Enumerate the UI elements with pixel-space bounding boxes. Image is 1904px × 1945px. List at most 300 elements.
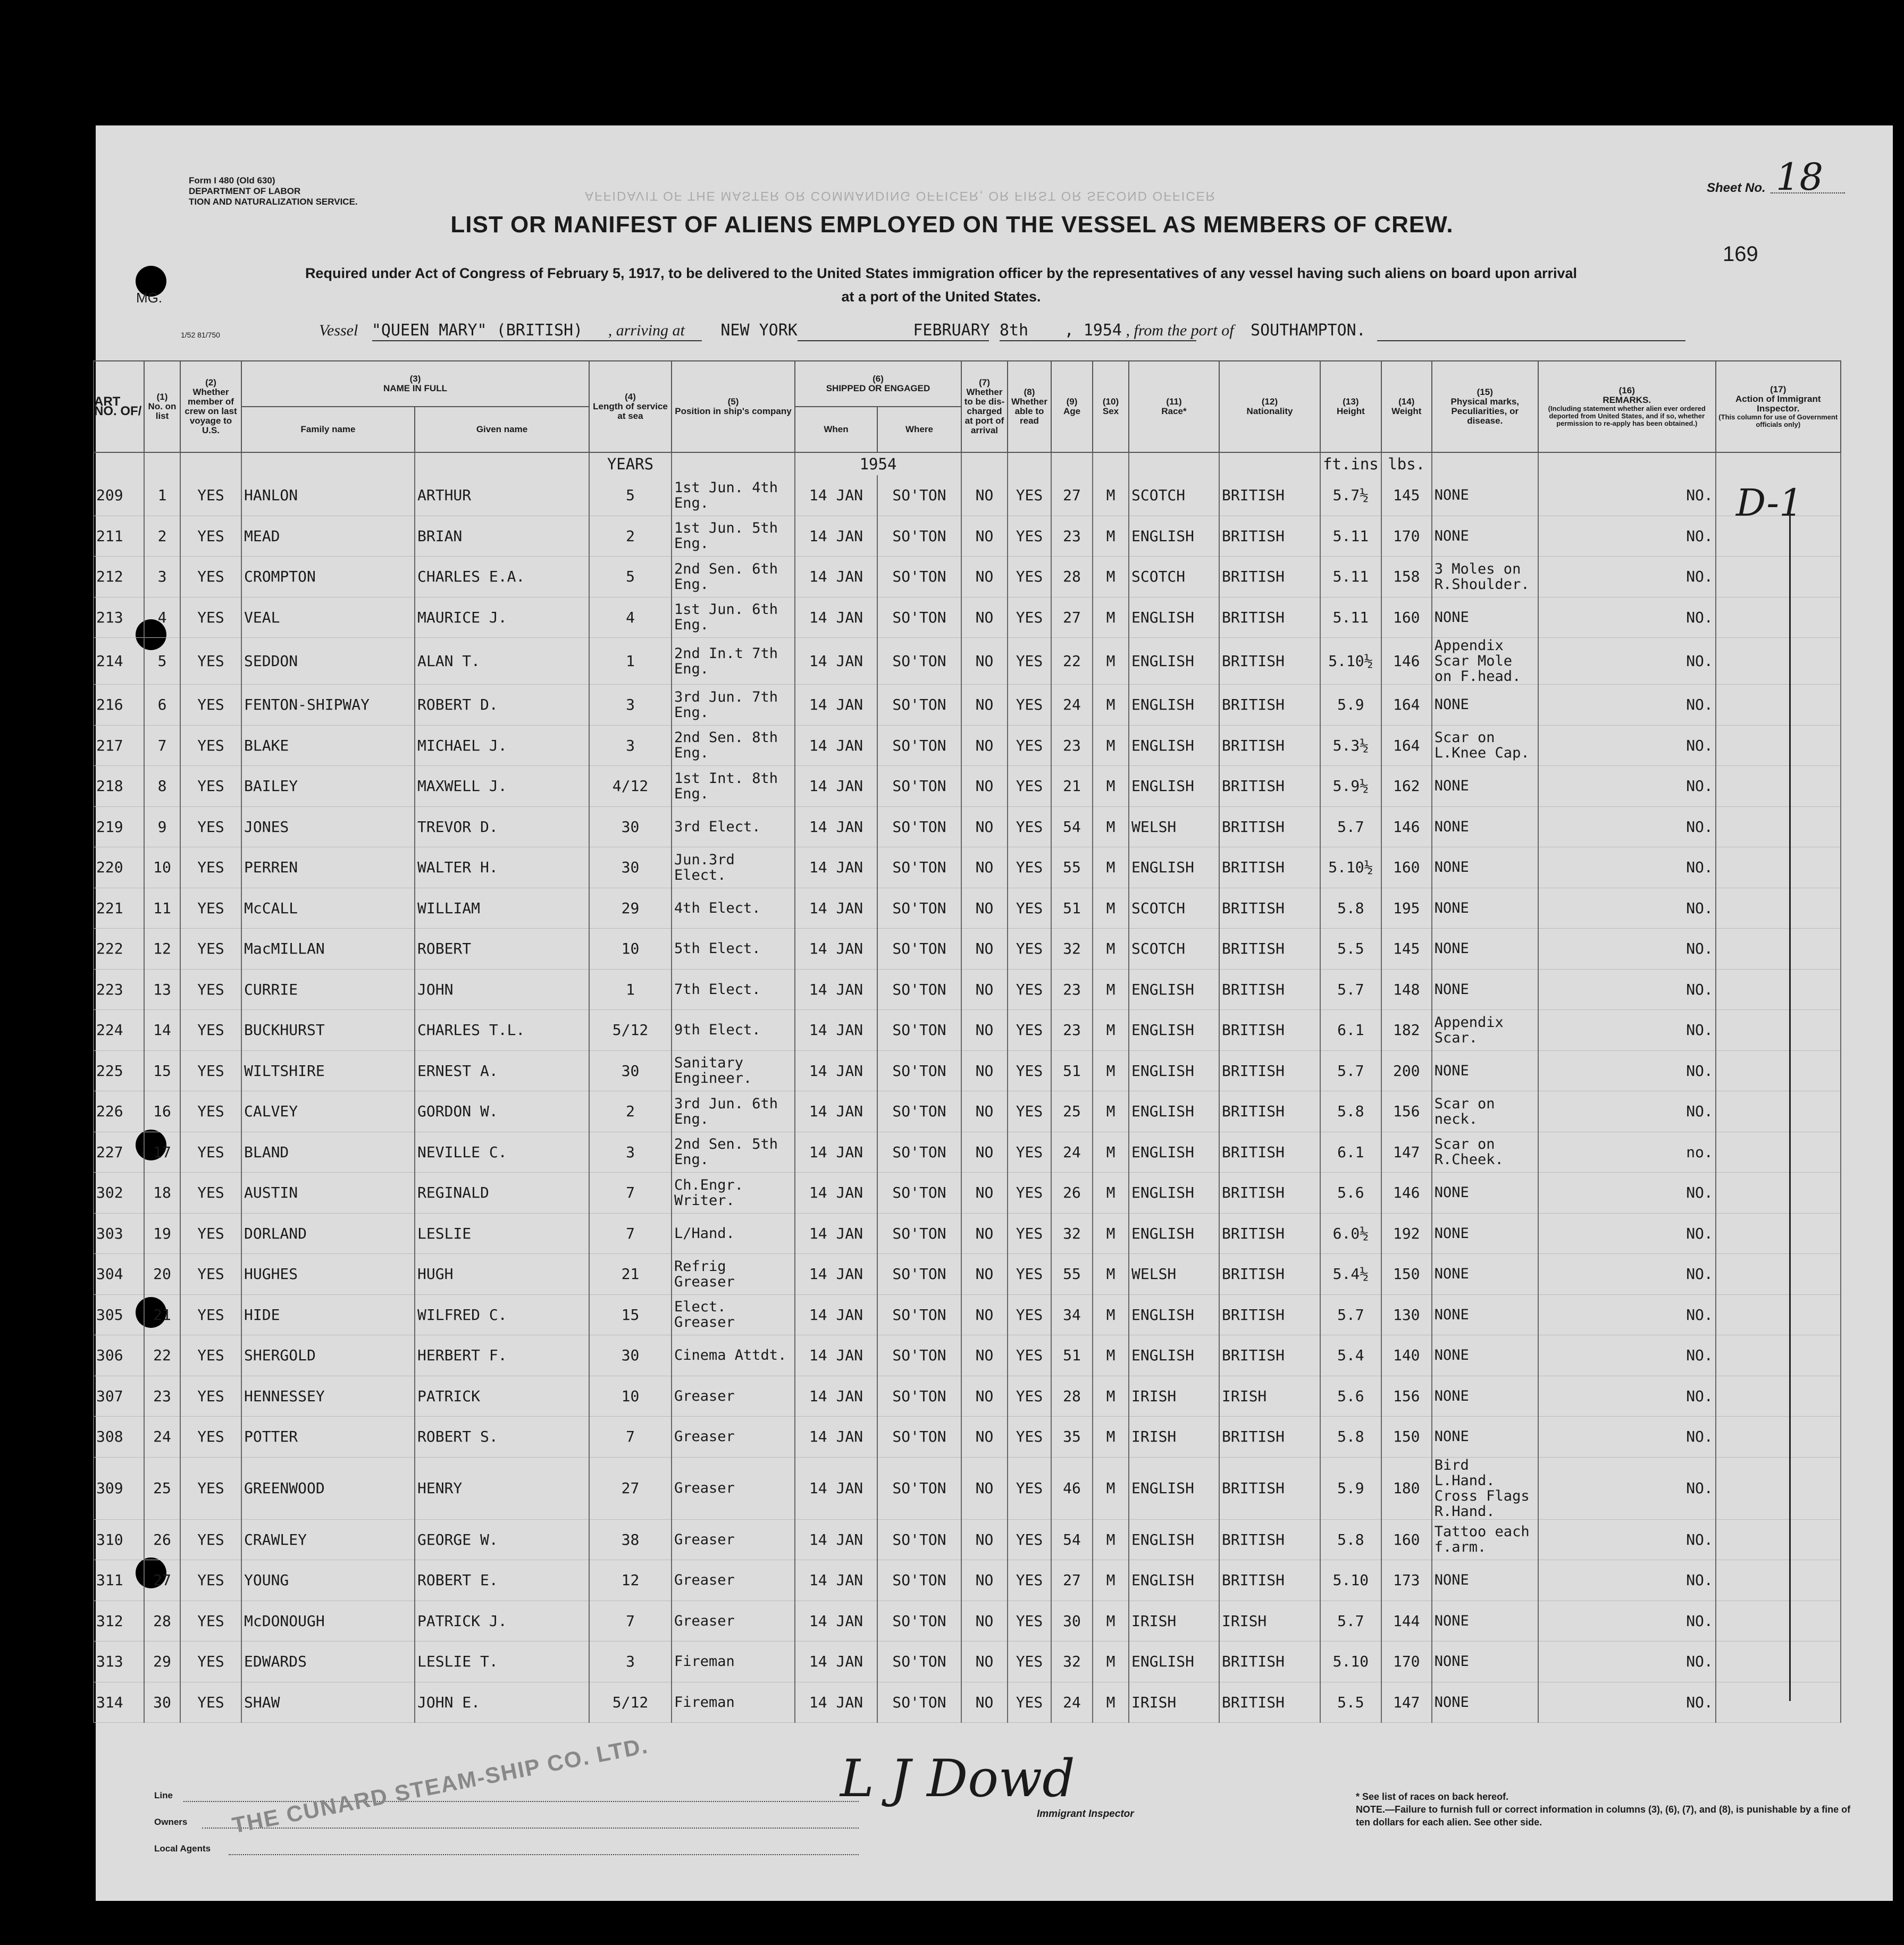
position-cell: 2nd Sen. 6th Eng.	[672, 557, 795, 597]
art-number-cell: 310	[94, 1519, 144, 1560]
nationality-cell: IRISH	[1219, 1376, 1320, 1417]
discharged-cell: NO	[961, 888, 1008, 929]
physical-marks-cell: NONE	[1432, 1601, 1538, 1641]
units-row	[94, 452, 1841, 475]
races-note: * See list of races on back hereof.	[1356, 1791, 1509, 1802]
length-of-service-cell: 4/12	[589, 766, 672, 807]
inspector-action-cell	[1716, 1294, 1841, 1335]
family-name-cell: FENTON-SHIPWAY	[241, 685, 415, 726]
sex-cell: M	[1093, 1213, 1129, 1254]
height-cell: 5.6	[1320, 1173, 1381, 1214]
given-name-cell: MICHAEL J.	[415, 725, 589, 766]
port-underline	[798, 340, 989, 341]
length-of-service-cell: 2	[589, 1091, 672, 1132]
able-to-read-cell: YES	[1008, 1173, 1051, 1214]
race-cell: IRISH	[1129, 1682, 1219, 1723]
able-to-read-cell: YES	[1008, 1050, 1051, 1091]
position-cell: 1st Jun. 4th Eng.	[672, 475, 795, 516]
given-name-cell: HUGH	[415, 1254, 589, 1295]
art-number-cell: 221	[94, 888, 144, 929]
age-cell: 27	[1051, 597, 1093, 638]
list-number-cell: 13	[144, 969, 180, 1010]
list-number-cell: 26	[144, 1519, 180, 1560]
shipped-when-cell: 14 JAN	[795, 1294, 877, 1335]
art-number-cell: 313	[94, 1641, 144, 1682]
position-cell: Jun.3rd Elect.	[672, 847, 795, 888]
nationality-cell: BRITISH	[1219, 1254, 1320, 1295]
age-cell: 22	[1051, 638, 1093, 685]
given-name-cell: ROBERT D.	[415, 685, 589, 726]
weight-cell: 145	[1381, 929, 1432, 970]
table-row	[94, 1050, 1841, 1091]
sex-cell: M	[1093, 1682, 1129, 1723]
physical-marks-cell: NONE	[1432, 1560, 1538, 1601]
sex-cell: M	[1093, 516, 1129, 557]
weight-cell: 140	[1381, 1335, 1432, 1376]
nationality-cell: BRITISH	[1219, 1213, 1320, 1254]
shipped-where-cell: SO'TON	[877, 475, 961, 516]
physical-marks-cell: NONE	[1432, 1254, 1538, 1295]
shipped-when-cell: 14 JAN	[795, 557, 877, 597]
list-number-cell: 25	[144, 1457, 180, 1519]
height-unit: ft.ins	[1320, 452, 1381, 475]
art-number-cell: 222	[94, 929, 144, 970]
length-of-service-cell: 4	[589, 597, 672, 638]
remarks-cell: NO.	[1538, 1601, 1716, 1641]
shipped-where-cell: SO'TON	[877, 638, 961, 685]
physical-marks-cell: Scar on L.Knee Cap.	[1432, 725, 1538, 766]
shipped-when-cell: 14 JAN	[795, 1519, 877, 1560]
family-name-cell: AUSTIN	[241, 1173, 415, 1214]
given-name-cell: HERBERT F.	[415, 1335, 589, 1376]
physical-marks-cell: NONE	[1432, 888, 1538, 929]
length-of-service-cell: 10	[589, 929, 672, 970]
discharged-cell: NO	[961, 516, 1008, 557]
shipped-where-cell: SO'TON	[877, 1601, 961, 1641]
list-number-cell: 15	[144, 1050, 180, 1091]
nationality-cell: BRITISH	[1219, 725, 1320, 766]
given-name-cell: JOHN	[415, 969, 589, 1010]
family-name-cell: BUCKHURST	[241, 1010, 415, 1051]
discharged-cell: NO	[961, 1173, 1008, 1214]
discharged-cell: NO	[961, 638, 1008, 685]
page-number: 169	[1723, 242, 1758, 266]
race-cell: ENGLISH	[1129, 1173, 1219, 1214]
remarks-cell: NO.	[1538, 725, 1716, 766]
weight-cell: 156	[1381, 1091, 1432, 1132]
shipped-when-cell: 14 JAN	[795, 806, 877, 847]
col-able-to-read: (8) Whether able to read	[1008, 361, 1051, 452]
discharged-cell: NO	[961, 685, 1008, 726]
remarks-cell: NO.	[1538, 766, 1716, 807]
height-cell: 5.11	[1320, 597, 1381, 638]
sex-cell: M	[1093, 1457, 1129, 1519]
crew-last-voyage-cell: YES	[180, 685, 241, 726]
sex-cell: M	[1093, 1417, 1129, 1458]
physical-marks-cell: NONE	[1432, 929, 1538, 970]
given-name-cell: TREVOR D.	[415, 806, 589, 847]
length-of-service-cell: 1	[589, 969, 672, 1010]
footer-line-rule	[183, 1801, 859, 1802]
inspector-action-cell	[1716, 557, 1841, 597]
family-name-cell: BLAND	[241, 1132, 415, 1173]
crew-last-voyage-cell: YES	[180, 1132, 241, 1173]
list-number-cell: 2	[144, 516, 180, 557]
discharged-cell: NO	[961, 1641, 1008, 1682]
list-number-cell: 18	[144, 1173, 180, 1214]
sex-cell: M	[1093, 1519, 1129, 1560]
age-cell: 23	[1051, 969, 1093, 1010]
inspector-action-cell	[1716, 766, 1841, 807]
physical-marks-cell: NONE	[1432, 1376, 1538, 1417]
art-number-cell: 305	[94, 1294, 144, 1335]
weight-cell: 195	[1381, 888, 1432, 929]
height-cell: 5.11	[1320, 557, 1381, 597]
crew-last-voyage-cell: YES	[180, 1254, 241, 1295]
weight-cell: 150	[1381, 1254, 1432, 1295]
discharged-cell: NO	[961, 1560, 1008, 1601]
nationality-cell: BRITISH	[1219, 1457, 1320, 1519]
family-name-cell: SEDDON	[241, 638, 415, 685]
table-row	[94, 1010, 1841, 1051]
length-of-service-cell: 5	[589, 557, 672, 597]
col-age: (9) Age	[1051, 361, 1093, 452]
weight-cell: 150	[1381, 1417, 1432, 1458]
position-cell: Greaser	[672, 1519, 795, 1560]
shipped-where-cell: SO'TON	[877, 1294, 961, 1335]
sex-cell: M	[1093, 1376, 1129, 1417]
shipped-when-cell: 14 JAN	[795, 1091, 877, 1132]
position-cell: Refrig Greaser	[672, 1254, 795, 1295]
weight-cell: 164	[1381, 725, 1432, 766]
weight-cell: 146	[1381, 1173, 1432, 1214]
discharged-cell: NO	[961, 1335, 1008, 1376]
remarks-cell: NO.	[1538, 638, 1716, 685]
arrival-date: FEBRUARY 8th	[913, 321, 1029, 340]
col-name-in-full: (3) NAME IN FULL	[241, 361, 589, 407]
family-name-cell: GREENWOOD	[241, 1457, 415, 1519]
art-number-cell: 309	[94, 1457, 144, 1519]
weight-cell: 180	[1381, 1457, 1432, 1519]
length-of-service-cell: 5/12	[589, 1682, 672, 1723]
shipped-when-cell: 14 JAN	[795, 1457, 877, 1519]
sex-cell: M	[1093, 969, 1129, 1010]
shipped-where-cell: SO'TON	[877, 1254, 961, 1295]
sex-cell: M	[1093, 1294, 1129, 1335]
shipped-where-cell: SO'TON	[877, 1641, 961, 1682]
table-row	[94, 638, 1841, 685]
age-cell: 26	[1051, 1173, 1093, 1214]
height-cell: 5.6	[1320, 1376, 1381, 1417]
sex-cell: M	[1093, 1641, 1129, 1682]
shipped-where-cell: SO'TON	[877, 1050, 961, 1091]
race-cell: ENGLISH	[1129, 597, 1219, 638]
physical-marks-cell: NONE	[1432, 1050, 1538, 1091]
age-cell: 46	[1051, 1457, 1093, 1519]
given-name-cell: MAXWELL J.	[415, 766, 589, 807]
remarks-cell: NO.	[1538, 1560, 1716, 1601]
discharged-cell: NO	[961, 1091, 1008, 1132]
nationality-cell: BRITISH	[1219, 597, 1320, 638]
age-cell: 25	[1051, 1091, 1093, 1132]
height-cell: 5.9	[1320, 685, 1381, 726]
able-to-read-cell: YES	[1008, 1091, 1051, 1132]
position-cell: 3rd Jun. 6th Eng.	[672, 1091, 795, 1132]
height-cell: 5.3½	[1320, 725, 1381, 766]
col-remarks: (16) REMARKS. (Including statement whether alien ever ordered deported from United States, and if so, whether permission to re-apply has been obtained.)	[1538, 361, 1716, 452]
remarks-cell: NO.	[1538, 888, 1716, 929]
nationality-cell: BRITISH	[1219, 847, 1320, 888]
sex-cell: M	[1093, 475, 1129, 516]
inspector-action-cell	[1716, 1213, 1841, 1254]
year-unit: 1954	[795, 452, 961, 475]
sex-cell: M	[1093, 888, 1129, 929]
physical-marks-cell: Scar on neck.	[1432, 1091, 1538, 1132]
given-name-cell: LESLIE T.	[415, 1641, 589, 1682]
shipped-when-cell: 14 JAN	[795, 888, 877, 929]
position-cell: Greaser	[672, 1457, 795, 1519]
height-cell: 5.4	[1320, 1335, 1381, 1376]
remarks-cell: NO.	[1538, 1376, 1716, 1417]
inspector-action-cell	[1716, 1457, 1841, 1519]
nationality-cell: BRITISH	[1219, 1010, 1320, 1051]
nationality-cell: BRITISH	[1219, 806, 1320, 847]
nationality-cell: BRITISH	[1219, 1294, 1320, 1335]
crew-last-voyage-cell: YES	[180, 888, 241, 929]
discharged-cell: NO	[961, 1050, 1008, 1091]
art-number-cell: 209	[94, 475, 144, 516]
crew-last-voyage-cell: YES	[180, 969, 241, 1010]
table-row	[94, 1173, 1841, 1214]
shipped-where-cell: SO'TON	[877, 1417, 961, 1458]
family-name-cell: CRAWLEY	[241, 1519, 415, 1560]
crew-manifest-table	[93, 360, 1841, 1723]
position-cell: Cinema Attdt.	[672, 1335, 795, 1376]
art-number-cell: 219	[94, 806, 144, 847]
height-cell: 5.8	[1320, 1417, 1381, 1458]
inspector-action-cell	[1716, 1050, 1841, 1091]
crew-last-voyage-cell: YES	[180, 847, 241, 888]
weight-cell: 182	[1381, 1010, 1432, 1051]
remarks-cell: NO.	[1538, 806, 1716, 847]
age-cell: 28	[1051, 1376, 1093, 1417]
shipped-where-cell: SO'TON	[877, 806, 961, 847]
height-cell: 5.8	[1320, 1519, 1381, 1560]
able-to-read-cell: YES	[1008, 847, 1051, 888]
discharged-cell: NO	[961, 1601, 1008, 1641]
shipped-where-cell: SO'TON	[877, 1457, 961, 1519]
list-number-cell: 20	[144, 1254, 180, 1295]
crew-last-voyage-cell: YES	[180, 1376, 241, 1417]
inspector-signature: L J Dowd	[840, 1749, 1075, 1808]
age-cell: 23	[1051, 1010, 1093, 1051]
remarks-cell: NO.	[1538, 1173, 1716, 1214]
able-to-read-cell: YES	[1008, 969, 1051, 1010]
shipped-where-cell: SO'TON	[877, 847, 961, 888]
position-cell: Greaser	[672, 1601, 795, 1641]
height-cell: 5.10½	[1320, 847, 1381, 888]
table-row	[94, 1254, 1841, 1295]
remarks-cell: NO.	[1538, 597, 1716, 638]
shipped-where-cell: SO'TON	[877, 1091, 961, 1132]
discharged-cell: NO	[961, 1519, 1008, 1560]
footer-note	[1356, 1790, 1866, 1829]
sex-cell: M	[1093, 1010, 1129, 1051]
given-name-cell: ROBERT	[415, 929, 589, 970]
shipped-when-cell: 14 JAN	[795, 638, 877, 685]
family-name-cell: PERREN	[241, 847, 415, 888]
list-number-cell: 1	[144, 475, 180, 516]
position-cell: 1st Jun. 5th Eng.	[672, 516, 795, 557]
table-row	[94, 597, 1841, 638]
discharged-cell: NO	[961, 766, 1008, 807]
height-cell: 5.7½	[1320, 475, 1381, 516]
table-row	[94, 1417, 1841, 1458]
weight-cell: 156	[1381, 1376, 1432, 1417]
remarks-cell: NO.	[1538, 685, 1716, 726]
shipped-when-cell: 14 JAN	[795, 1601, 877, 1641]
remarks-cell: NO.	[1538, 1010, 1716, 1051]
remarks-cell: NO.	[1538, 557, 1716, 597]
weight-cell: 144	[1381, 1601, 1432, 1641]
remarks-cell: NO.	[1538, 1050, 1716, 1091]
sex-cell: M	[1093, 1560, 1129, 1601]
crew-last-voyage-cell: YES	[180, 1050, 241, 1091]
crew-last-voyage-cell: YES	[180, 597, 241, 638]
physical-marks-cell: Tattoo each f.arm.	[1432, 1519, 1538, 1560]
height-cell: 5.8	[1320, 888, 1381, 929]
shipped-when-cell: 14 JAN	[795, 929, 877, 970]
inspector-action-cell	[1716, 1010, 1841, 1051]
nationality-cell: BRITISH	[1219, 888, 1320, 929]
shipped-when-cell: 14 JAN	[795, 1010, 877, 1051]
physical-marks-cell: NONE	[1432, 1173, 1538, 1214]
able-to-read-cell: YES	[1008, 1294, 1051, 1335]
art-number-cell: 312	[94, 1601, 144, 1641]
able-to-read-cell: YES	[1008, 1682, 1051, 1723]
inspector-action-cell	[1716, 929, 1841, 970]
position-cell: Fireman	[672, 1682, 795, 1723]
age-cell: 24	[1051, 1682, 1093, 1723]
height-cell: 5.9½	[1320, 766, 1381, 807]
inspector-action-cell	[1716, 638, 1841, 685]
remarks-cell: NO.	[1538, 475, 1716, 516]
shipped-where-cell: SO'TON	[877, 888, 961, 929]
age-cell: 54	[1051, 1519, 1093, 1560]
length-of-service-cell: 1	[589, 638, 672, 685]
crew-last-voyage-cell: YES	[180, 766, 241, 807]
able-to-read-cell: YES	[1008, 1010, 1051, 1051]
remarks-cell: NO.	[1538, 1091, 1716, 1132]
height-cell: 5.5	[1320, 1682, 1381, 1723]
remarks-cell: NO.	[1538, 969, 1716, 1010]
inspector-action-cell	[1716, 1254, 1841, 1295]
length-of-service-cell: 3	[589, 725, 672, 766]
remarks-cell: NO.	[1538, 516, 1716, 557]
col-position: (5) Position in ship's company	[672, 361, 795, 452]
family-name-cell: SHAW	[241, 1682, 415, 1723]
list-number-cell: 12	[144, 929, 180, 970]
art-number-cell: 223	[94, 969, 144, 1010]
given-name-cell: WILLIAM	[415, 888, 589, 929]
position-cell: Greaser	[672, 1560, 795, 1601]
shipped-where-cell: SO'TON	[877, 1560, 961, 1601]
race-cell: ENGLISH	[1129, 1091, 1219, 1132]
nationality-cell: BRITISH	[1219, 1519, 1320, 1560]
discharged-cell: NO	[961, 475, 1008, 516]
height-cell: 5.7	[1320, 1050, 1381, 1091]
crew-last-voyage-cell: YES	[180, 1682, 241, 1723]
list-number-cell: 4	[144, 597, 180, 638]
sex-cell: M	[1093, 806, 1129, 847]
physical-marks-cell: Bird L.Hand. Cross Flags R.Hand.	[1432, 1457, 1538, 1519]
sex-cell: M	[1093, 1173, 1129, 1214]
able-to-read-cell: YES	[1008, 766, 1051, 807]
age-cell: 28	[1051, 557, 1093, 597]
vessel-name: "QUEEN MARY" (BRITISH)	[371, 321, 583, 340]
table-row	[94, 1294, 1841, 1335]
able-to-read-cell: YES	[1008, 638, 1051, 685]
physical-marks-cell: NONE	[1432, 1641, 1538, 1682]
height-cell: 5.7	[1320, 806, 1381, 847]
given-name-cell: HENRY	[415, 1457, 589, 1519]
table-row	[94, 1132, 1841, 1173]
weight-cell: 164	[1381, 685, 1432, 726]
sheet-label: Sheet No.	[1707, 181, 1766, 195]
arrival-year: , 1954	[1064, 321, 1122, 340]
list-number-cell: 3	[144, 557, 180, 597]
immigrant-inspector-label: Immigrant Inspector	[1037, 1808, 1134, 1820]
col-race: (11) Race*	[1129, 361, 1219, 452]
sex-cell: M	[1093, 847, 1129, 888]
table-row	[94, 1091, 1841, 1132]
inspector-action-cell	[1716, 1173, 1841, 1214]
footer-line-label: Line	[154, 1790, 173, 1800]
shipped-where-cell: SO'TON	[877, 1132, 961, 1173]
length-of-service-cell: 7	[589, 1417, 672, 1458]
discharged-cell: NO	[961, 1294, 1008, 1335]
family-name-cell: DORLAND	[241, 1213, 415, 1254]
mg-mark: MG.	[136, 290, 163, 306]
nationality-cell: BRITISH	[1219, 929, 1320, 970]
table-body	[94, 452, 1841, 1723]
weight-cell: 170	[1381, 1641, 1432, 1682]
length-of-service-cell: 5	[589, 475, 672, 516]
shipped-when-cell: 14 JAN	[795, 685, 877, 726]
family-name-cell: HUGHES	[241, 1254, 415, 1295]
family-name-cell: HANLON	[241, 475, 415, 516]
faded-affidavit-text: AFFIDAVIT OF THE MASTER OR COMMANDING OFFICER, OR FIRST OR SECOND OFFICER	[585, 189, 1216, 203]
weight-cell: 160	[1381, 597, 1432, 638]
sex-cell: M	[1093, 1132, 1129, 1173]
position-cell: Greaser	[672, 1376, 795, 1417]
footer-agents-rule	[229, 1854, 859, 1855]
age-cell: 23	[1051, 516, 1093, 557]
nationality-cell: BRITISH	[1219, 475, 1320, 516]
inspector-action-cell	[1716, 1560, 1841, 1601]
inspector-action-cell	[1716, 1519, 1841, 1560]
table-row	[94, 725, 1841, 766]
shipped-where-cell: SO'TON	[877, 1010, 961, 1051]
col-physical-marks: (15) Physical marks, Peculiarities, or disease.	[1432, 361, 1538, 452]
length-of-service-cell: 7	[589, 1213, 672, 1254]
family-name-cell: BAILEY	[241, 766, 415, 807]
height-cell: 5.7	[1320, 969, 1381, 1010]
able-to-read-cell: YES	[1008, 1560, 1051, 1601]
sex-cell: M	[1093, 766, 1129, 807]
family-name-cell: MEAD	[241, 516, 415, 557]
weight-cell: 147	[1381, 1682, 1432, 1723]
